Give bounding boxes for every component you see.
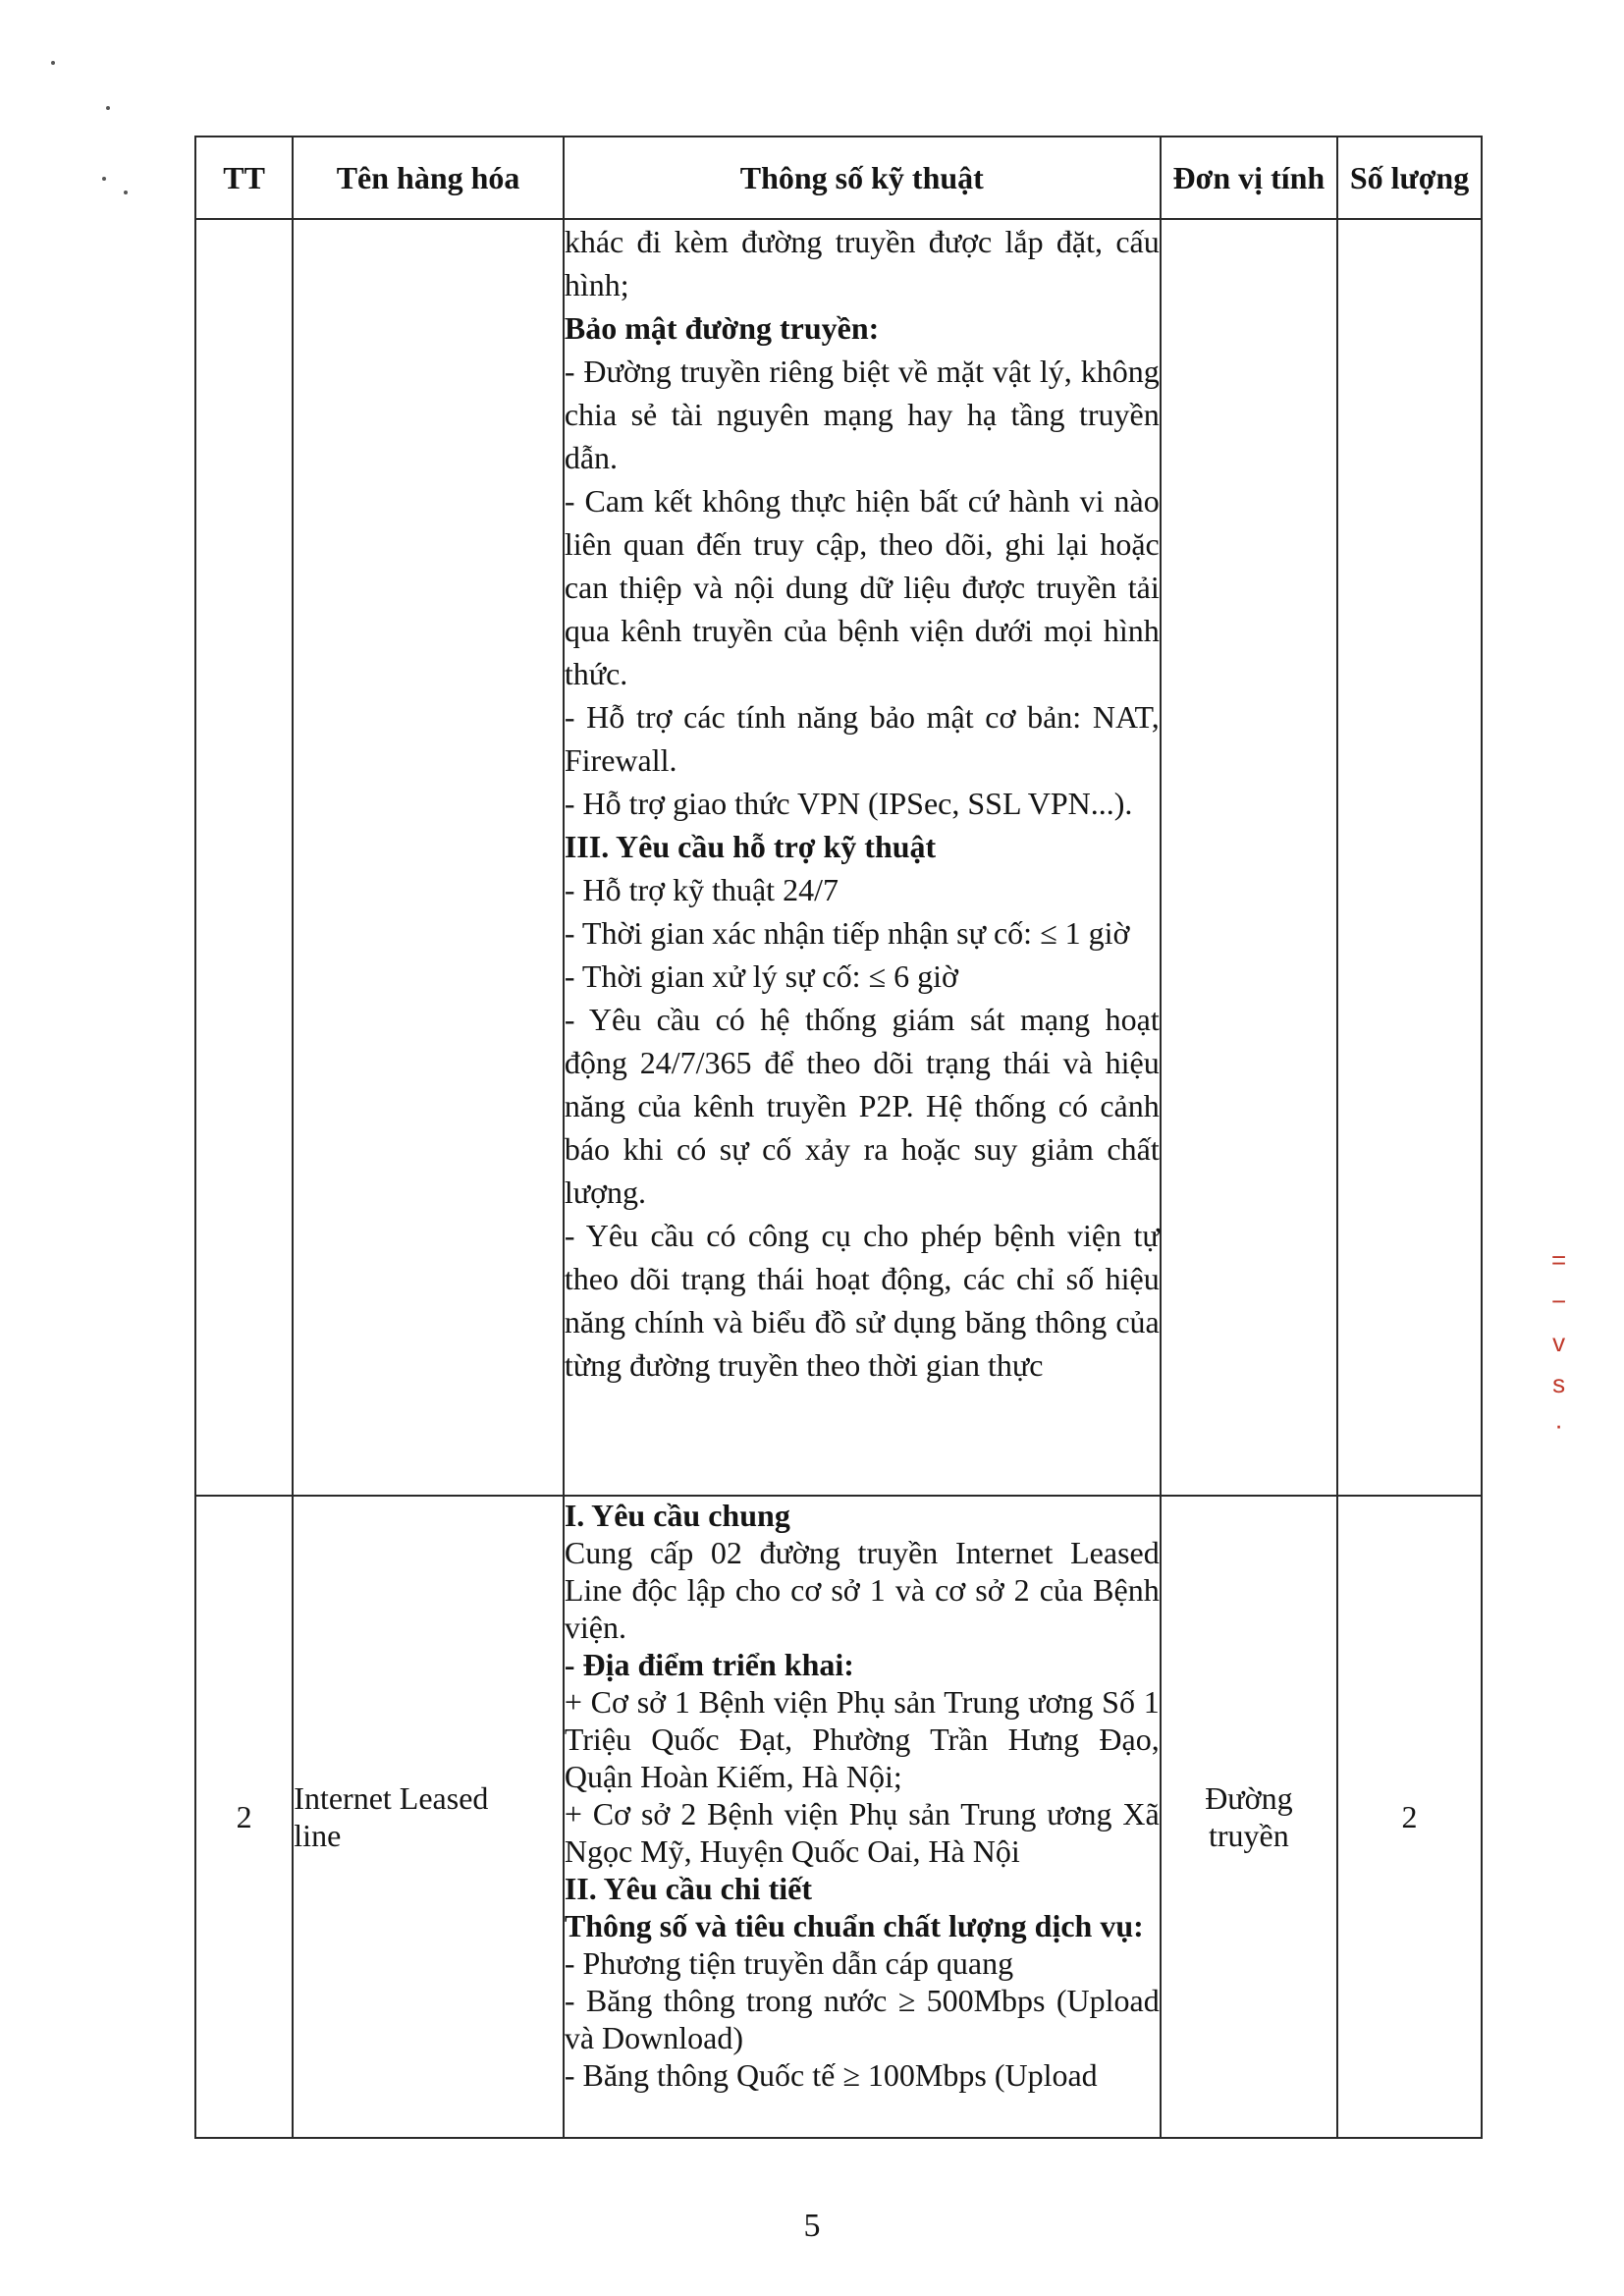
row1-spec-line: - Yêu cầu có hệ thống giám sát mạng hoạt động 24/7/365 để theo dõi trạng thái và hiệu năng của kênh truyền P2P. Hệ thống có cảnh báo khi có sự cố xảy ra hoặc suy giảm chất lượng. [564, 1002, 1160, 1210]
row2-name-line2: line [294, 1818, 342, 1853]
table-header-row [195, 137, 1482, 219]
row2-spec-cell [564, 1496, 1161, 2138]
row1-spec-line: - Yêu cầu có công cụ cho phép bệnh viện tự theo dõi trạng thái hoạt động, các chỉ số hiệu năng chính và biểu đồ sử dụng băng thông của từng đường truyền theo thời gian thực [564, 1218, 1160, 1383]
row1-name [293, 219, 564, 1496]
row1-spec-cell [564, 219, 1161, 1496]
header-technical-specs: Thông số kỹ thuật [564, 137, 1161, 219]
row2-spec-heading: II. Yêu cầu chi tiết [564, 1871, 812, 1906]
page-number: 5 [803, 2208, 821, 2244]
scan-speck [124, 191, 128, 194]
row1-tt [195, 219, 293, 1496]
row2-unit-line2: truyền [1209, 1818, 1289, 1853]
row2-name-line1: Internet Leased [294, 1780, 489, 1816]
row2-unit [1161, 1496, 1337, 2138]
scan-speck [51, 61, 55, 65]
row2-spec-line: - Băng thông Quốc tế ≥ 100Mbps (Upload [564, 2057, 1098, 2093]
row1-spec-heading: III. Yêu cầu hỗ trợ kỹ thuật [564, 829, 937, 864]
table-row [195, 1496, 1482, 2138]
scan-speck [106, 106, 110, 110]
row1-spec-line: - Hỗ trợ kỹ thuật 24/7 [564, 872, 839, 907]
row1-spec-line: - Cam kết không thực hiện bất cứ hành vi nào liên quan đến truy cập, theo dõi, ghi lại hoặc can thiệp và nội dung dữ liệu được truyền tải qua kênh truyền của bệnh viện dưới mọi hình thức. [564, 483, 1160, 691]
scan-speck [102, 177, 106, 181]
table-row [195, 219, 1482, 1496]
header-tt: TT [195, 137, 293, 219]
row1-spec-line: - Đường truyền riêng biệt về mặt vật lý, không chia sẻ tài nguyên mạng hay hạ tầng truyền dẫn. [564, 354, 1160, 475]
row1-spec-line: - Thời gian xác nhận tiếp nhận sự cố: ≤ 1 giờ [564, 915, 1130, 951]
row2-spec-line: Cung cấp 02 đường truyền Internet Leased Line độc lập cho cơ sở 1 và cơ sở 2 của Bệnh viện. [564, 1535, 1160, 1645]
header-product-name: Tên hàng hóa [293, 137, 564, 219]
row2-spec-line: + Cơ sở 2 Bệnh viện Phụ sản Trung ương Xã Ngọc Mỹ, Huyện Quốc Oai, Hà Nội [564, 1796, 1160, 1869]
row2-spec-heading: - Địa điểm triển khai: [564, 1647, 854, 1682]
row2-tt: 2 [195, 1496, 293, 2138]
row2-qty: 2 [1337, 1496, 1482, 2138]
row2-spec-text [565, 1497, 1160, 2094]
row2-spec-line: - Băng thông trong nước ≥ 500Mbps (Upload và Download) [564, 1983, 1160, 2055]
row1-unit [1161, 219, 1337, 1496]
margin-stamp-marks: = − v s · [1551, 1245, 1567, 1440]
row2-name [293, 1496, 564, 2138]
row1-spec-line: - Thời gian xử lý sự cố: ≤ 6 giờ [564, 958, 958, 994]
row2-spec-heading: I. Yêu cầu chung [564, 1498, 790, 1533]
spec-table [194, 136, 1483, 2139]
row2-spec-heading: Thông số và tiêu chuẩn chất lượng dịch vụ: [564, 1908, 1144, 1943]
row2-unit-line1: Đường [1205, 1780, 1293, 1816]
row1-spec-line: - Hỗ trợ giao thức VPN (IPSec, SSL VPN...). [564, 786, 1133, 821]
row1-spec-line: khác đi kèm đường truyền được lắp đặt, cấu hình; [564, 224, 1160, 302]
row1-spec-line: - Hỗ trợ các tính năng bảo mật cơ bản: NAT, Firewall. [564, 699, 1160, 778]
header-unit: Đơn vị tính [1161, 137, 1337, 219]
header-quantity: Số lượng [1337, 137, 1482, 219]
row1-qty [1337, 219, 1482, 1496]
row1-spec-text [565, 220, 1160, 1387]
row1-spec-heading: Bảo mật đường truyền: [564, 310, 880, 346]
row2-spec-line: - Phương tiện truyền dẫn cáp quang [564, 1945, 1014, 1981]
row2-spec-line: + Cơ sở 1 Bệnh viện Phụ sản Trung ương Số 1 Triệu Quốc Đạt, Phường Trần Hưng Đạo, Quận Hoàn Kiếm, Hà Nội; [564, 1684, 1160, 1794]
